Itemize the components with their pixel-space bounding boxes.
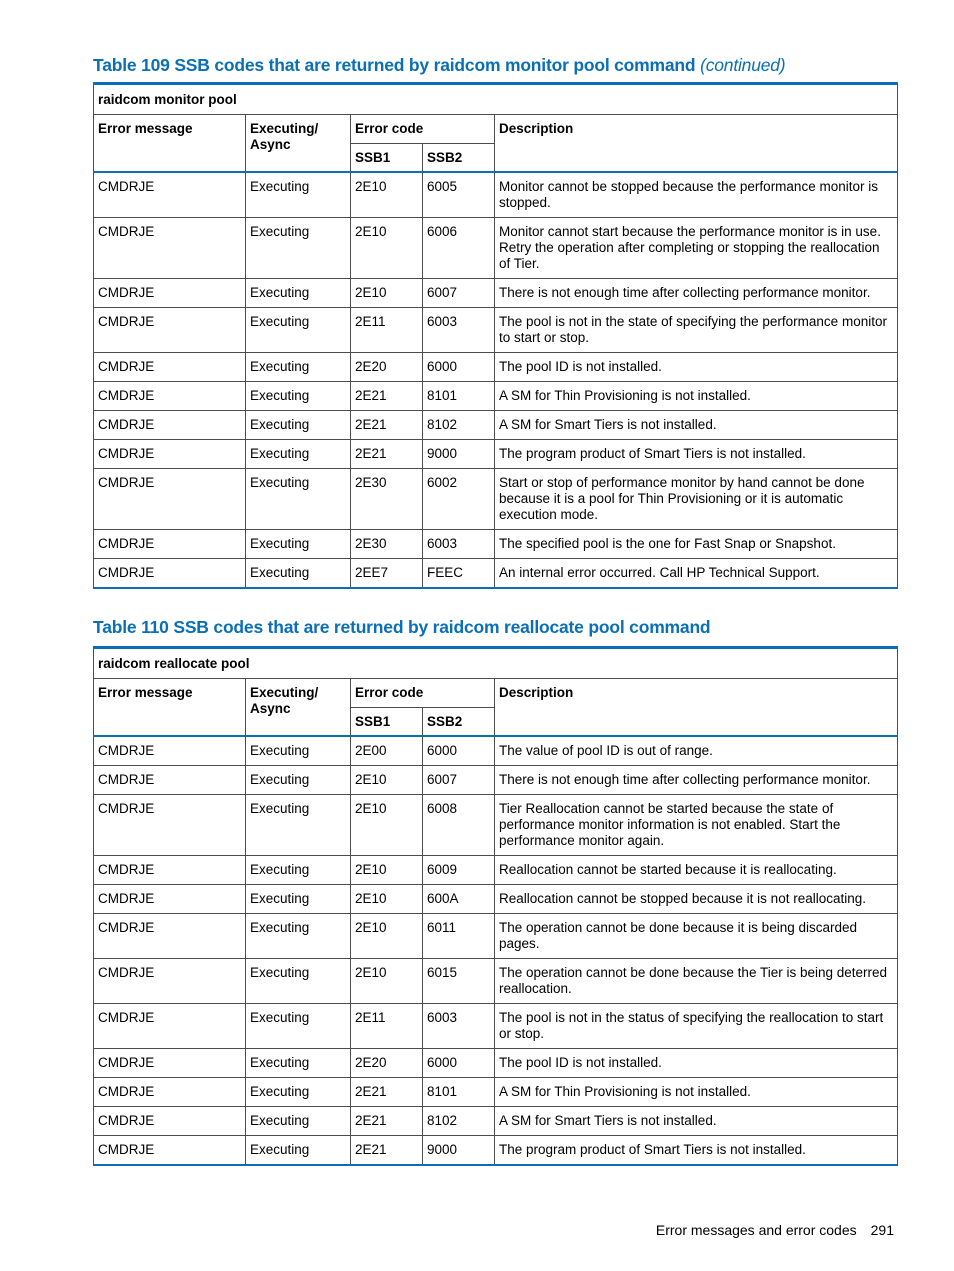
ssb1-cell: 2E00 <box>351 736 423 766</box>
ssb2-cell: 6000 <box>423 1049 495 1078</box>
ssb1-cell: 2E11 <box>351 308 423 353</box>
table-110-caption-text: Table 110 SSB codes that are returned by raidcom reallocate pool command <box>93 617 711 637</box>
ssb2-cell: 6015 <box>423 959 495 1004</box>
ssb1-cell: 2E21 <box>351 1107 423 1136</box>
description-cell: A SM for Smart Tiers is not installed. <box>495 1107 898 1136</box>
table-109-continued: (continued) <box>700 55 786 75</box>
table-110-body <box>94 736 898 1165</box>
ssb2-cell: 6009 <box>423 856 495 885</box>
error-message-cell: CMDRJE <box>94 1107 246 1136</box>
error-message-cell: CMDRJE <box>94 559 246 589</box>
error-message-cell: CMDRJE <box>94 1078 246 1107</box>
ssb2-cell: 6005 <box>423 172 495 218</box>
executing-async-cell: Executing <box>246 308 351 353</box>
executing-async-cell: Executing <box>246 959 351 1004</box>
executing-async-cell: Executing <box>246 766 351 795</box>
description-cell: The pool ID is not installed. <box>495 1049 898 1078</box>
ssb1-cell: 2E20 <box>351 1049 423 1078</box>
header-error-message: Error message <box>94 115 246 173</box>
description-cell: The pool is not in the status of specifying the reallocation to start or stop. <box>495 1004 898 1049</box>
header-description: Description <box>495 115 898 173</box>
executing-async-cell: Executing <box>246 914 351 959</box>
executing-async-cell: Executing <box>246 736 351 766</box>
ssb1-cell: 2E20 <box>351 353 423 382</box>
table-row <box>94 856 898 885</box>
description-cell: There is not enough time after collecting performance monitor. <box>495 279 898 308</box>
description-cell: The pool is not in the state of specifying the performance monitor to start or stop. <box>495 308 898 353</box>
ssb1-cell: 2E21 <box>351 411 423 440</box>
executing-async-cell: Executing <box>246 353 351 382</box>
executing-async-cell: Executing <box>246 411 351 440</box>
description-cell: Start or stop of performance monitor by hand cannot be done because it is a pool for Thin Provisioning or it is automatic execution mode. <box>495 469 898 530</box>
table-row <box>94 1049 898 1078</box>
ssb2-cell: 8101 <box>423 1078 495 1107</box>
table-109-body <box>94 172 898 588</box>
executing-async-cell: Executing <box>246 1078 351 1107</box>
error-message-cell: CMDRJE <box>94 856 246 885</box>
error-message-cell: CMDRJE <box>94 766 246 795</box>
table-110-caption <box>93 617 710 638</box>
table-row <box>94 279 898 308</box>
executing-async-cell: Executing <box>246 885 351 914</box>
header-description: Description <box>495 679 898 737</box>
table-row <box>94 411 898 440</box>
ssb2-cell: 8101 <box>423 382 495 411</box>
ssb2-cell: 9000 <box>423 440 495 469</box>
table-row <box>94 795 898 856</box>
error-message-cell: CMDRJE <box>94 172 246 218</box>
error-message-cell: CMDRJE <box>94 308 246 353</box>
ssb2-cell: 6008 <box>423 795 495 856</box>
error-message-cell: CMDRJE <box>94 1004 246 1049</box>
header-ssb2: SSB2 <box>423 708 495 737</box>
table-row <box>94 382 898 411</box>
table-row <box>94 914 898 959</box>
ssb2-cell: 600A <box>423 885 495 914</box>
header-error-code: Error code <box>351 115 495 144</box>
description-cell: Tier Reallocation cannot be started because the state of performance monitor information is not enabled. Start the performance monitor again. <box>495 795 898 856</box>
executing-async-cell: Executing <box>246 172 351 218</box>
table-109 <box>93 82 898 589</box>
ssb1-cell: 2E30 <box>351 530 423 559</box>
description-cell: The operation cannot be done because it is being discarded pages. <box>495 914 898 959</box>
table-110-title: raidcom reallocate pool <box>94 648 898 679</box>
description-cell: Reallocation cannot be stopped because it is not reallocating. <box>495 885 898 914</box>
description-cell: Monitor cannot start because the performance monitor is in use. Retry the operation after completing or stopping the reallocation of Tier. <box>495 218 898 279</box>
table-110 <box>93 646 898 1166</box>
ssb1-cell: 2E30 <box>351 469 423 530</box>
executing-async-cell: Executing <box>246 218 351 279</box>
ssb1-cell: 2E10 <box>351 172 423 218</box>
executing-async-cell: Executing <box>246 795 351 856</box>
table-row <box>94 1107 898 1136</box>
table-row <box>94 218 898 279</box>
executing-async-cell: Executing <box>246 1136 351 1166</box>
ssb2-cell: 6000 <box>423 736 495 766</box>
ssb1-cell: 2E21 <box>351 1078 423 1107</box>
description-cell: The program product of Smart Tiers is not installed. <box>495 440 898 469</box>
executing-async-cell: Executing <box>246 382 351 411</box>
ssb2-cell: 6003 <box>423 530 495 559</box>
description-cell: There is not enough time after collecting performance monitor. <box>495 766 898 795</box>
table-row <box>94 530 898 559</box>
error-message-cell: CMDRJE <box>94 218 246 279</box>
executing-async-cell: Executing <box>246 279 351 308</box>
executing-async-cell: Executing <box>246 440 351 469</box>
header-ssb2: SSB2 <box>423 144 495 173</box>
error-message-cell: CMDRJE <box>94 736 246 766</box>
table-row <box>94 353 898 382</box>
ssb1-cell: 2E10 <box>351 279 423 308</box>
ssb2-cell: 6007 <box>423 766 495 795</box>
table-row <box>94 736 898 766</box>
error-message-cell: CMDRJE <box>94 1136 246 1166</box>
header-error-code: Error code <box>351 679 495 708</box>
executing-async-cell: Executing <box>246 559 351 589</box>
ssb1-cell: 2E21 <box>351 1136 423 1166</box>
description-cell: The operation cannot be done because the Tier is being deterred reallocation. <box>495 959 898 1004</box>
ssb2-cell: 6003 <box>423 1004 495 1049</box>
header-ssb1: SSB1 <box>351 708 423 737</box>
ssb2-cell: 6006 <box>423 218 495 279</box>
error-message-cell: CMDRJE <box>94 411 246 440</box>
ssb2-cell: 9000 <box>423 1136 495 1166</box>
ssb1-cell: 2E10 <box>351 959 423 1004</box>
ssb1-cell: 2E10 <box>351 795 423 856</box>
ssb1-cell: 2EE7 <box>351 559 423 589</box>
description-cell: The value of pool ID is out of range. <box>495 736 898 766</box>
ssb1-cell: 2E10 <box>351 766 423 795</box>
executing-async-cell: Executing <box>246 856 351 885</box>
table-row <box>94 308 898 353</box>
header-executing-async: Executing/ Async <box>246 115 351 173</box>
table-109-caption-text: Table 109 SSB codes that are returned by raidcom monitor pool command <box>93 55 696 75</box>
description-cell: The pool ID is not installed. <box>495 353 898 382</box>
page-footer <box>656 1222 894 1238</box>
header-error-message: Error message <box>94 679 246 737</box>
ssb2-cell: 6002 <box>423 469 495 530</box>
description-cell: A SM for Thin Provisioning is not installed. <box>495 382 898 411</box>
error-message-cell: CMDRJE <box>94 382 246 411</box>
description-cell: Monitor cannot be stopped because the performance monitor is stopped. <box>495 172 898 218</box>
executing-async-cell: Executing <box>246 1004 351 1049</box>
ssb2-cell: FEEC <box>423 559 495 589</box>
description-cell: The specified pool is the one for Fast Snap or Snapshot. <box>495 530 898 559</box>
error-message-cell: CMDRJE <box>94 885 246 914</box>
ssb1-cell: 2E10 <box>351 218 423 279</box>
table-row <box>94 469 898 530</box>
executing-async-cell: Executing <box>246 1049 351 1078</box>
description-cell: An internal error occurred. Call HP Technical Support. <box>495 559 898 589</box>
table-109-caption <box>93 55 785 76</box>
ssb1-cell: 2E11 <box>351 1004 423 1049</box>
description-cell: A SM for Thin Provisioning is not installed. <box>495 1078 898 1107</box>
ssb2-cell: 6003 <box>423 308 495 353</box>
description-cell: A SM for Smart Tiers is not installed. <box>495 411 898 440</box>
ssb2-cell: 6011 <box>423 914 495 959</box>
executing-async-cell: Executing <box>246 1107 351 1136</box>
description-cell: Reallocation cannot be started because it is reallocating. <box>495 856 898 885</box>
error-message-cell: CMDRJE <box>94 1049 246 1078</box>
table-row <box>94 885 898 914</box>
footer-section-title: Error messages and error codes <box>655 1222 857 1238</box>
table-row <box>94 172 898 218</box>
table-row <box>94 559 898 589</box>
description-cell: The program product of Smart Tiers is not installed. <box>495 1136 898 1166</box>
error-message-cell: CMDRJE <box>94 914 246 959</box>
ssb2-cell: 8102 <box>423 411 495 440</box>
ssb2-cell: 6000 <box>423 353 495 382</box>
ssb1-cell: 2E10 <box>351 856 423 885</box>
ssb1-cell: 2E21 <box>351 382 423 411</box>
error-message-cell: CMDRJE <box>94 469 246 530</box>
error-message-cell: CMDRJE <box>94 959 246 1004</box>
error-message-cell: CMDRJE <box>94 440 246 469</box>
error-message-cell: CMDRJE <box>94 353 246 382</box>
page-number: 291 <box>870 1222 894 1238</box>
table-row <box>94 1136 898 1166</box>
header-ssb1: SSB1 <box>351 144 423 173</box>
ssb1-cell: 2E10 <box>351 885 423 914</box>
executing-async-cell: Executing <box>246 469 351 530</box>
header-executing-async: Executing/ Async <box>246 679 351 737</box>
table-row <box>94 1078 898 1107</box>
executing-async-cell: Executing <box>246 530 351 559</box>
table-row <box>94 440 898 469</box>
error-message-cell: CMDRJE <box>94 279 246 308</box>
table-row <box>94 1004 898 1049</box>
ssb1-cell: 2E21 <box>351 440 423 469</box>
table-row <box>94 766 898 795</box>
table-109-title: raidcom monitor pool <box>94 84 898 115</box>
error-message-cell: CMDRJE <box>94 795 246 856</box>
error-message-cell: CMDRJE <box>94 530 246 559</box>
table-row <box>94 959 898 1004</box>
ssb2-cell: 6007 <box>423 279 495 308</box>
ssb2-cell: 8102 <box>423 1107 495 1136</box>
ssb1-cell: 2E10 <box>351 914 423 959</box>
